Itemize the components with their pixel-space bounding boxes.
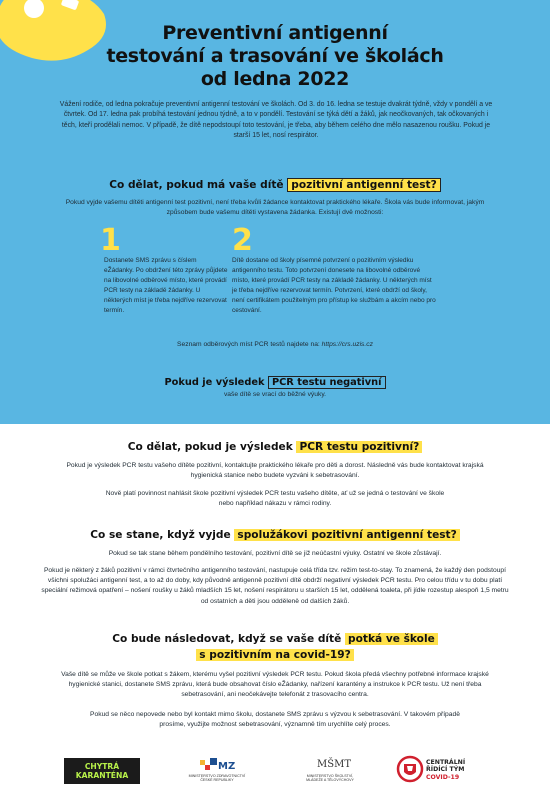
logo-text-block xyxy=(426,759,465,781)
pcr-sites-note xyxy=(0,340,550,350)
logo-mark-text: MZ xyxy=(218,761,236,772)
title-line-3: od ledna 2022 xyxy=(200,68,350,90)
logo-text: MINISTERSTVO ZDRAVOTNICTVÍ ČESKÉ REPUBLIKY xyxy=(188,774,246,783)
pcr-sites-label: Seznam odběrových míst PCR testů najdete na: xyxy=(177,341,320,348)
heading-text: Co dělat, pokud má vaše dítě xyxy=(109,179,284,191)
heading-text: Pokud je výsledek xyxy=(164,377,265,388)
ministry-of-education-emblem xyxy=(316,752,351,772)
logo-text: MINISTERSTVO ŠKOLSTVÍ, MLÁDEŽE A TĚLOVÝCHOVY xyxy=(306,774,354,783)
state-emblem-icon xyxy=(396,754,424,784)
heading-pcr-positive xyxy=(0,440,550,455)
pcr-negative-text: vaše dítě se vrací do běžné výuky. xyxy=(223,391,327,398)
heading-contact-line-1 xyxy=(0,632,550,647)
logo-text: CHYTRÁ xyxy=(84,762,120,771)
logo-text: CENTRÁLNÍ xyxy=(426,759,466,766)
pcr-sites-link[interactable]: https://crs.uzis.cz xyxy=(321,341,373,348)
positive-antigen-text: Pokud vyjde vašemu dítěti antigenní test pozitivní, není třeba kvůli žádance kontaktovat praktického lékaře. Škola vás bude informovat, jakým způsobem bude vašemu dítěti vystavena žádanka. Existují dvě možnosti: xyxy=(65,199,485,217)
classmate-text-2: Pokud je některý z žáků pozitivní v rámci čtvrtečního antigenního testování, nastupuje celá třída tzv. režim test-to-stay. To znamená, že každý den podstoupí všichni spolužáci antigenní test, a to až do doby, kdy původně antigenně pozitivní dítě obdrží negativní výsledek PCR testu. Pro celou třídu v tu dobu platí speciální režimová opatření – nošení roušky u žáků mladších 15 let, nošení respirátoru u starších 15 let, oddělená toaleta, při jídle rozestup alespoň 1,5 metru od ostatních a děti jsou odděleně od dalších žáků. xyxy=(41,567,509,605)
option-2-text: Dítě dostane od školy písemné potvrzení o pozitivním výsledku antigenního testu. Toto potvrzení donesete na libovolné odběrové místo, které provádí PCR testy na základě žádanky. U některých míst je třeba nejdříve rezervovat termín. Potvrzení, které obdrží od školy, není certifikátem použitelným pro přístup ke službám a akcím nebo pro cestování. xyxy=(232,257,436,314)
intro-paragraph: Vážení rodiče, od ledna pokračuje preventivní antigenní testování ve školách. Od 3. do 16. ledna se testuje dvakrát týdně, vždy v pondělí a ve čtvrtek. Od 17. ledna pak probíhá testování jednou týdně, a to v pondělí. Testování se týká dětí a žáků, jak neočkovaných, tak očkovaných i těch, kteří prodělali nemoc. V případě, že dítě nepodstoupí toto testování, je třeba, aby během celého dne mělo nasazenou roušku. Pokud je starší 15 let, nosí respirátor. xyxy=(59,101,493,140)
logo-text: ŘÍDÍCÍ TÝM xyxy=(426,766,465,774)
logo-text: COVID-19 xyxy=(426,773,460,781)
ministry-of-health-emblem xyxy=(200,756,234,772)
option-1-text: Dostanete SMS zprávu s číslem eŽádanky. Po obdržení této zprávy půjdete na libovolné odběrové místo, které provádí PCR testy na základě žádanky. U některých míst je třeba nejdříve rezervovat termín. xyxy=(104,257,228,314)
option-1-number: 1 xyxy=(100,223,121,258)
heading-positive-antigen xyxy=(0,178,550,193)
heading-highlight: s pozitivním na covid-19? xyxy=(196,649,354,661)
title-line-1: Preventivní antigenní xyxy=(162,22,388,44)
heading-highlight: potká ve škole xyxy=(345,633,438,645)
heading-text: Co dělat, pokud je výsledek xyxy=(127,441,293,453)
heading-text: Co se stane, když vyjde xyxy=(90,529,231,541)
logo-mark-text: MŠMT xyxy=(317,759,351,770)
heading-highlight: PCR testu negativní xyxy=(268,376,386,389)
ministry-of-education-logo xyxy=(302,752,358,786)
title-line-2: testování a trasování ve školách xyxy=(106,45,444,67)
contact-text-2: Pokud se něco nepovede nebo byl kontakt mimo školu, dostanete SMS zprávu s výzvou k sebetrasování. V takovém případě prosíme, využijte možnost sebetrasování, významně tím urychlíte celý proces. xyxy=(90,711,460,729)
heading-classmate-positive xyxy=(0,528,550,543)
logo-text: KARANTÉNA xyxy=(75,771,129,780)
heading-contact-line-2 xyxy=(0,648,550,663)
central-crisis-team-logo xyxy=(396,754,486,786)
footer-logos xyxy=(0,748,550,794)
heading-text: Co bude následovat, když se vaše dítě xyxy=(112,633,342,645)
classmate-text-1: Pokud se tak stane během pondělního testování, pozitivní dítě se již neúčastní výuky. Ostatní ve škole zůstávají. xyxy=(108,550,442,557)
contact-text-1: Vaše dítě se může ve škole potkat s žákem, kterému vyšel pozitivní výsledek PCR testu. Pokud škola předá všechny potřebné informace krajské hygienické stanici, dostanete SMS zprávu, která bude obsahovat číslo eŽádanky, nařízení karantény a instrukce k PCR testu. Už není třeba sebetrasování, ani neočekávejte telefonát z trasovacího centra. xyxy=(61,671,489,699)
pcr-positive-text-1: Pokud je výsledek PCR testu vašeho dítěte pozitivní, kontaktujte praktického lékaře pro děti a dorost. Následně vás bude kontaktovat krajská hygienická stanice nebo budete vyzváni k sebetrasování. xyxy=(66,462,484,480)
ministry-of-health-logo xyxy=(186,756,248,786)
heading-pcr-negative xyxy=(0,375,550,390)
option-2-number: 2 xyxy=(232,223,253,258)
pcr-positive-text-2: Nově platí povinnost nahlásit škole pozitivní výsledek PCR testu vašeho dítěte, ať už se jedná o testování ve škole nebo například nákazu v rámci rodiny. xyxy=(105,490,445,508)
heading-highlight: PCR testu pozitivní? xyxy=(296,441,422,453)
heading-highlight: spolužákovi pozitivní antigenní test? xyxy=(234,529,459,541)
chytra-karantena-logo xyxy=(64,758,140,784)
page-title xyxy=(0,22,550,91)
heading-highlight: pozitivní antigenní test? xyxy=(287,178,440,192)
